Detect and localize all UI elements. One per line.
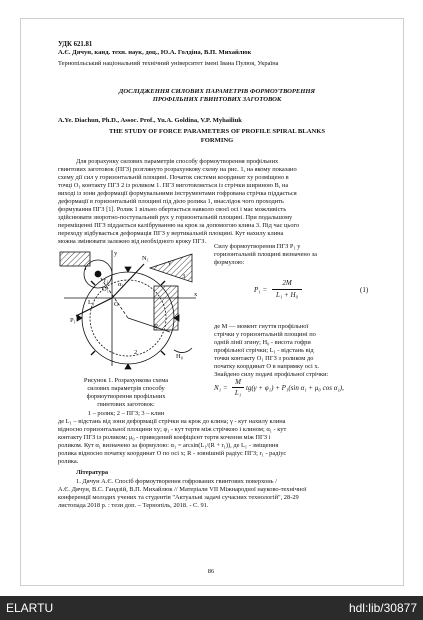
repository-footer: [0, 596, 423, 620]
equation-2-fraction-bar: [232, 387, 244, 388]
reference-line: листопада 2018 р. : тези доп. – Тернопіль, 2018. - С. 91.: [58, 502, 209, 509]
right-text: стрічки у горизонтальній площині по: [214, 331, 316, 338]
paragraph-line: де L₁ – відстань від зони деформації стрічки на крок до клина; γ - кут нахилу клина: [58, 418, 286, 425]
paragraph-line: відносно горизонтальної площини xy; φ₁ - кут тертя між стрічкою і клином; α₁ - кут: [58, 426, 287, 433]
calculation-scheme-figure: [58, 246, 200, 370]
reference-line: 1. Дячун А.Є. Спосіб формоутворення гофрованих гвинтових поверхонь /: [76, 478, 277, 485]
handle-id[interactable]: hdl:lib/30877: [348, 601, 417, 615]
figure-label: L₁: [88, 299, 95, 306]
paragraph-line: схему дії сил у горизонтальній площині. Початок системи координат xy розміщено в: [58, 174, 289, 181]
figure-label: R: [154, 323, 159, 330]
right-text: точки контакту O₁ ПГЗ з роликом до: [214, 355, 314, 362]
right-text: Силу формоутворення ПГЗ P₁ у: [214, 243, 301, 250]
reference-line: А.Є. Дячун, В.С. Гандзій, В.П. Михайлюк // Матеріали VII Міжнародної науково-технічної: [58, 486, 307, 493]
paragraph-line: ролика відносно початку координат O по осі x; R - зовнішній радіус ПГЗ; r₁ - радіус: [58, 450, 287, 457]
equation-2-numerator: M: [235, 378, 241, 386]
figure-label: 3: [182, 273, 186, 280]
equation-2-lhs: N₁ =: [214, 384, 228, 392]
title-en-line-2: FORMING: [200, 137, 234, 144]
paragraph-line: гвинтових заготовок (ПГЗ) розглянуто розрахункову схему на рис. 1, на якому показано: [58, 166, 297, 173]
page-number: 86: [207, 568, 215, 575]
right-text: горизонтальній площині визначено за: [214, 251, 317, 258]
paragraph-line: Для розрахунку силових параметрів способу формоутворення профільних: [76, 158, 279, 165]
paragraph-line: контакту ПГЗ із роликом; μ₀ - приведений коефіцієнт тертя кочення між ПГЗ і: [58, 434, 271, 441]
figure-label: α₁: [118, 281, 124, 288]
equation-1-fraction-bar: [272, 289, 302, 290]
right-text: одній лінії згину; H₀ - висота гофри: [214, 339, 311, 346]
figure-label: r₁: [104, 277, 109, 284]
figure-caption: гвинтових заготовок:: [97, 401, 155, 408]
paragraph-line: виході із зони деформації формувальними інструментами гофрована стрічка піддається: [58, 190, 297, 197]
reference-line: конференції молодих учених та студентів "Актуальні задачі сучасних технологій", 28-29: [58, 494, 299, 501]
authors-en: A.Ye. Diachun, Ph.D., Assoc. Prof., Yu.A. Goldina, V.P. Myhailiuk: [58, 117, 242, 124]
figure-caption: силових параметрів способу: [87, 385, 165, 392]
equation-2-denominator: L₁: [234, 389, 242, 397]
paragraph-line: деформації в горизонтальній площині під дією ролика 1, внаслідок чого проходить: [58, 198, 284, 205]
figure-label: O₁: [102, 286, 109, 293]
paragraph-line: точці O₁ контакту ПГЗ 2 із роликом 1. ПГЗ виготовляється із стрічки шириною B, на: [58, 182, 289, 189]
right-text: формулою:: [214, 259, 245, 266]
figure-caption: Рисунок 1. Розрахункова схема: [83, 377, 169, 384]
right-text: де M — момент гнуття профільної: [214, 323, 309, 330]
equation-2-rest: tg(γ + φ₁) + P₁(sin α₁ + μ₀ cos α₁),: [246, 384, 344, 392]
figure-label: P₁: [70, 317, 76, 324]
equation-1-denominator: L₁ + H₀: [275, 291, 299, 299]
figure-label: H₀: [176, 353, 183, 360]
paragraph-line: ролика.: [58, 458, 79, 465]
figure-label: O: [114, 301, 119, 308]
figure-label: 1: [84, 265, 88, 272]
paragraph-line: переходу відбувається деформація ПГЗ у вертикальній площині. Кут нахилу клина: [58, 230, 284, 237]
paragraph-line: можна змінювати залежно від необхідного кроку ПГЗ.: [58, 238, 207, 245]
figure-label: y: [114, 250, 118, 257]
equation-1-number: (1): [360, 286, 369, 294]
title-ua-line-2: ПРОФІЛЬНИХ ГВИНТОВИХ ЗАГОТОВОК: [152, 96, 282, 103]
figure-label: N₁: [142, 255, 149, 262]
equation-1-numerator: 2M: [282, 279, 292, 287]
references-heading: Література: [76, 469, 109, 476]
figure-caption: 1 – ролик; 2 – ПГЗ; 3 – клин: [87, 410, 165, 417]
title-en-line-1: THE STUDY OF FORCE PARAMETERS OF PROFILE SPIRAL BLANKS: [108, 128, 326, 135]
right-text: профільної стрічки; L₁ - відстань від: [214, 347, 314, 354]
equation-1-lhs: P₁ =: [254, 286, 268, 294]
paragraph-line: здійснювати зворотно-поступальний рух у горизонтальній площині. При подальшому: [58, 214, 293, 221]
figure-caption: формоутворення профільних: [86, 393, 166, 400]
figure-label: γ: [168, 259, 171, 266]
affiliation: Тернопільський національний технічний університет імені Івана Пулюя, Україна: [58, 60, 279, 67]
repository-name[interactable]: ELARTU: [6, 601, 54, 615]
figure-label: 2: [134, 349, 138, 356]
paragraph-line: роликом. Кут α₁ визначено за формулою: α₁ = arcsin(L₁/(R + r₁)), де L₁ - зміщення: [58, 442, 279, 449]
figure-label: x: [194, 291, 198, 298]
paragraph-line: формування ПГЗ [1]. Ролик 1 вільно обертається навколо своєї осі і має можливість: [58, 206, 287, 213]
authors-ua: А.Є. Дячун, канд. техн. наук, доц., Ю.А. Голдіна, В.П. Михайлюк: [58, 49, 252, 56]
right-text: початку координат O в напрямку осі x.: [214, 363, 320, 370]
right-text: Знайдено силу подачі профільної стрічки:: [214, 371, 329, 378]
udk-code: УДК 621.81: [58, 41, 93, 48]
paragraph-line: переміщенні ПГЗ піддається калібруванню на крок за допомогою клина 3. Під час цього: [58, 222, 300, 229]
title-ua-line-1: ДОСЛІДЖЕННЯ СИЛОВИХ ПАРАМЕТРІВ ФОРМОУТВОРЕННЯ: [118, 88, 316, 95]
